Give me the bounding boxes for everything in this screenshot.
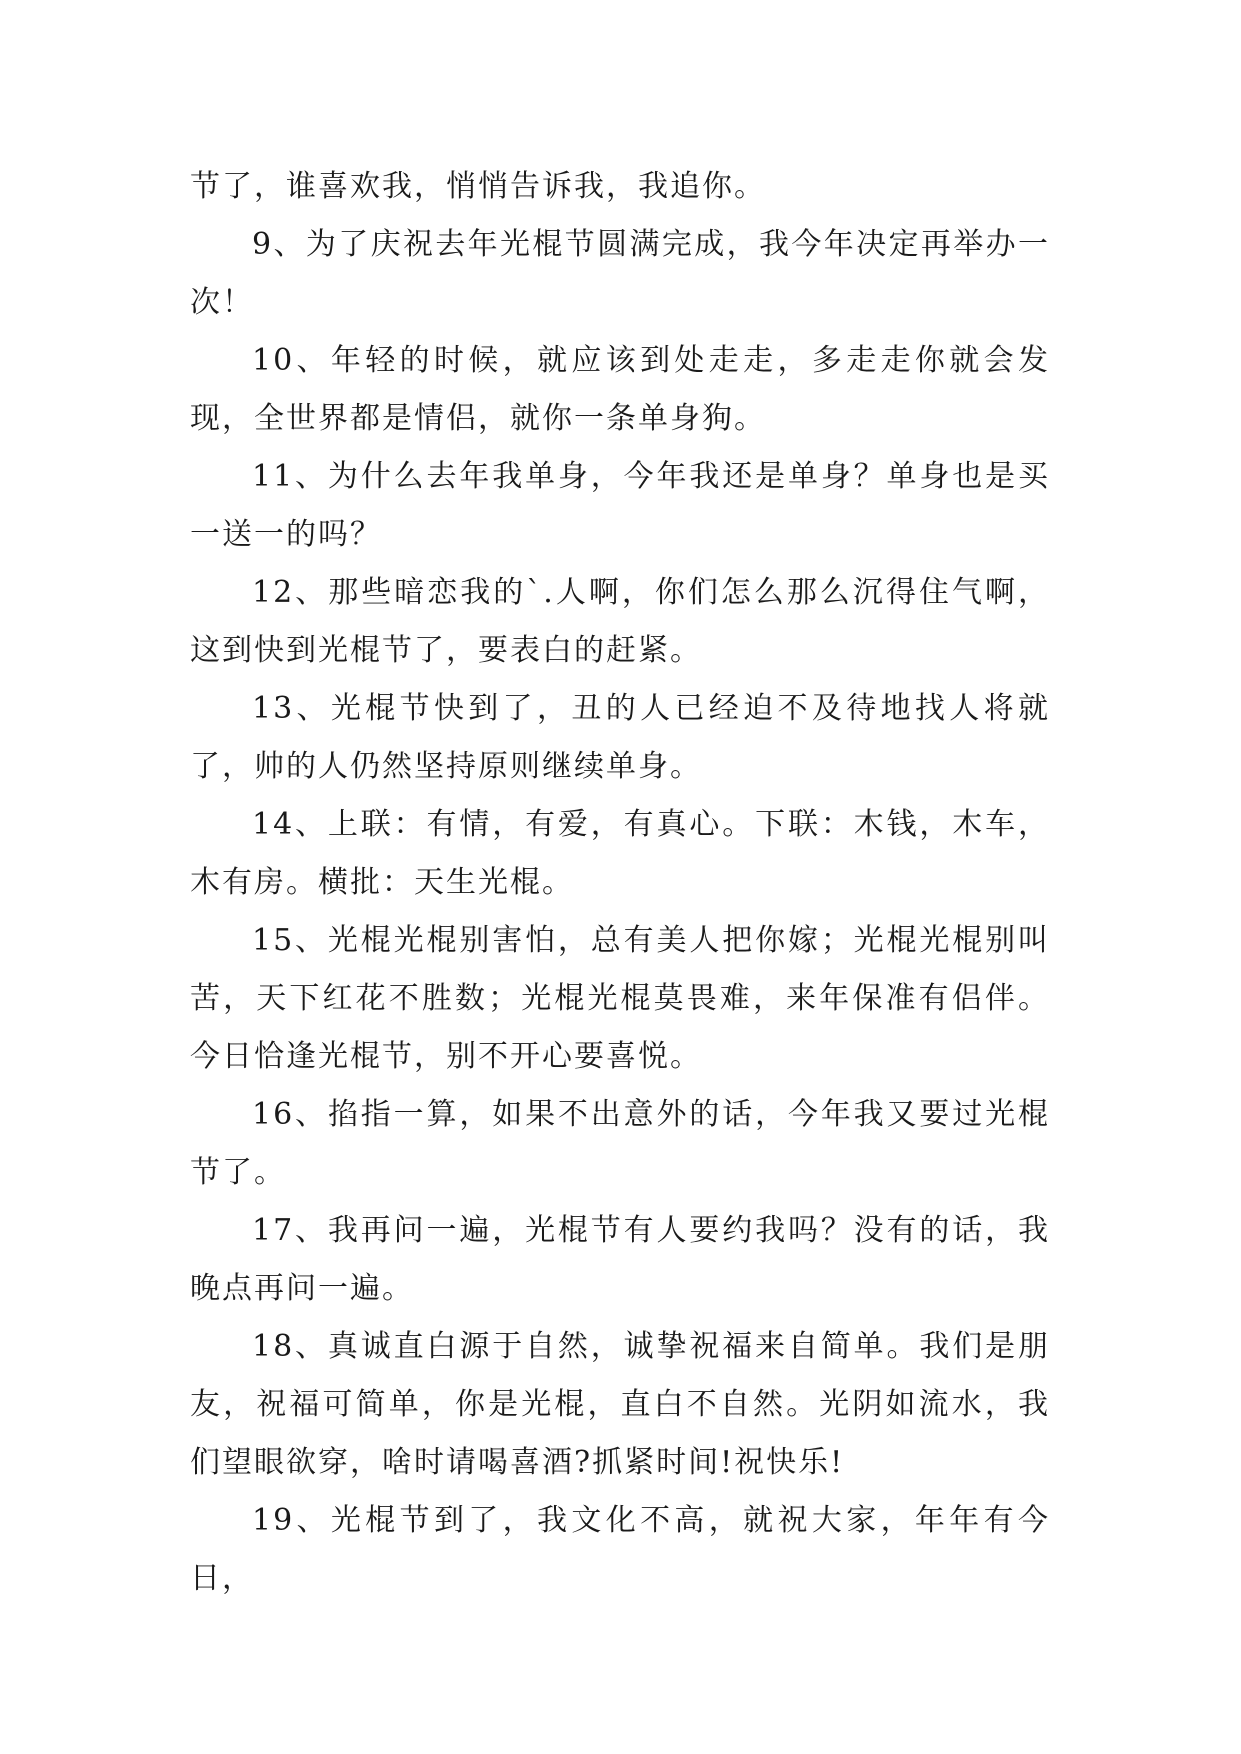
paragraph-11: 11、为什么去年我单身，今年我还是单身？单身也是买一送一的吗？ xyxy=(190,459,1050,552)
paragraph-16: 16、掐指一算，如果不出意外的话，今年我又要过光棍节了。 xyxy=(190,1097,1050,1190)
paragraph-continuation: 节了，谁喜欢我，悄悄告诉我，我追你。 xyxy=(190,169,766,204)
paragraph-17: 17、我再问一遍，光棍节有人要约我吗？没有的话，我晚点再问一遍。 xyxy=(190,1213,1050,1306)
paragraph-12: 12、那些暗恋我的`.人啊，你们怎么那么沉得住气啊，这到快到光棍节了，要表白的赶紧。 xyxy=(190,575,1050,668)
paragraph-9: 9、为了庆祝去年光棍节圆满完成，我今年决定再举办一次！ xyxy=(190,227,1050,320)
paragraph-14: 14、上联：有情，有爱，有真心。下联：木钱，木车，木有房。横批：天生光棍。 xyxy=(190,807,1050,900)
paragraph-15: 15、光棍光棍别害怕，总有美人把你嫁；光棍光棍别叫苦，天下红花不胜数；光棍光棍莫畏难，来年保准有侣伴。今日恰逢光棍节，别不开心要喜悦。 xyxy=(190,923,1050,1074)
paragraph-19: 19、光棍节到了，我文化不高，就祝大家，年年有今日， xyxy=(190,1503,1050,1596)
paragraph-13: 13、光棍节快到了，丑的人已经迫不及待地找人将就了，帅的人仍然坚持原则继续单身。 xyxy=(190,691,1050,784)
paragraph-10: 10、年轻的时候，就应该到处走走，多走走你就会发现，全世界都是情侣，就你一条单身狗。 xyxy=(190,343,1050,436)
document-body xyxy=(190,158,1050,1608)
paragraph-18: 18、真诚直白源于自然，诚挚祝福来自简单。我们是朋友，祝福可简单，你是光棍，直白不自然。光阴如流水，我们望眼欲穿，啥时请喝喜酒?抓紧时间!祝快乐! xyxy=(190,1329,1050,1480)
